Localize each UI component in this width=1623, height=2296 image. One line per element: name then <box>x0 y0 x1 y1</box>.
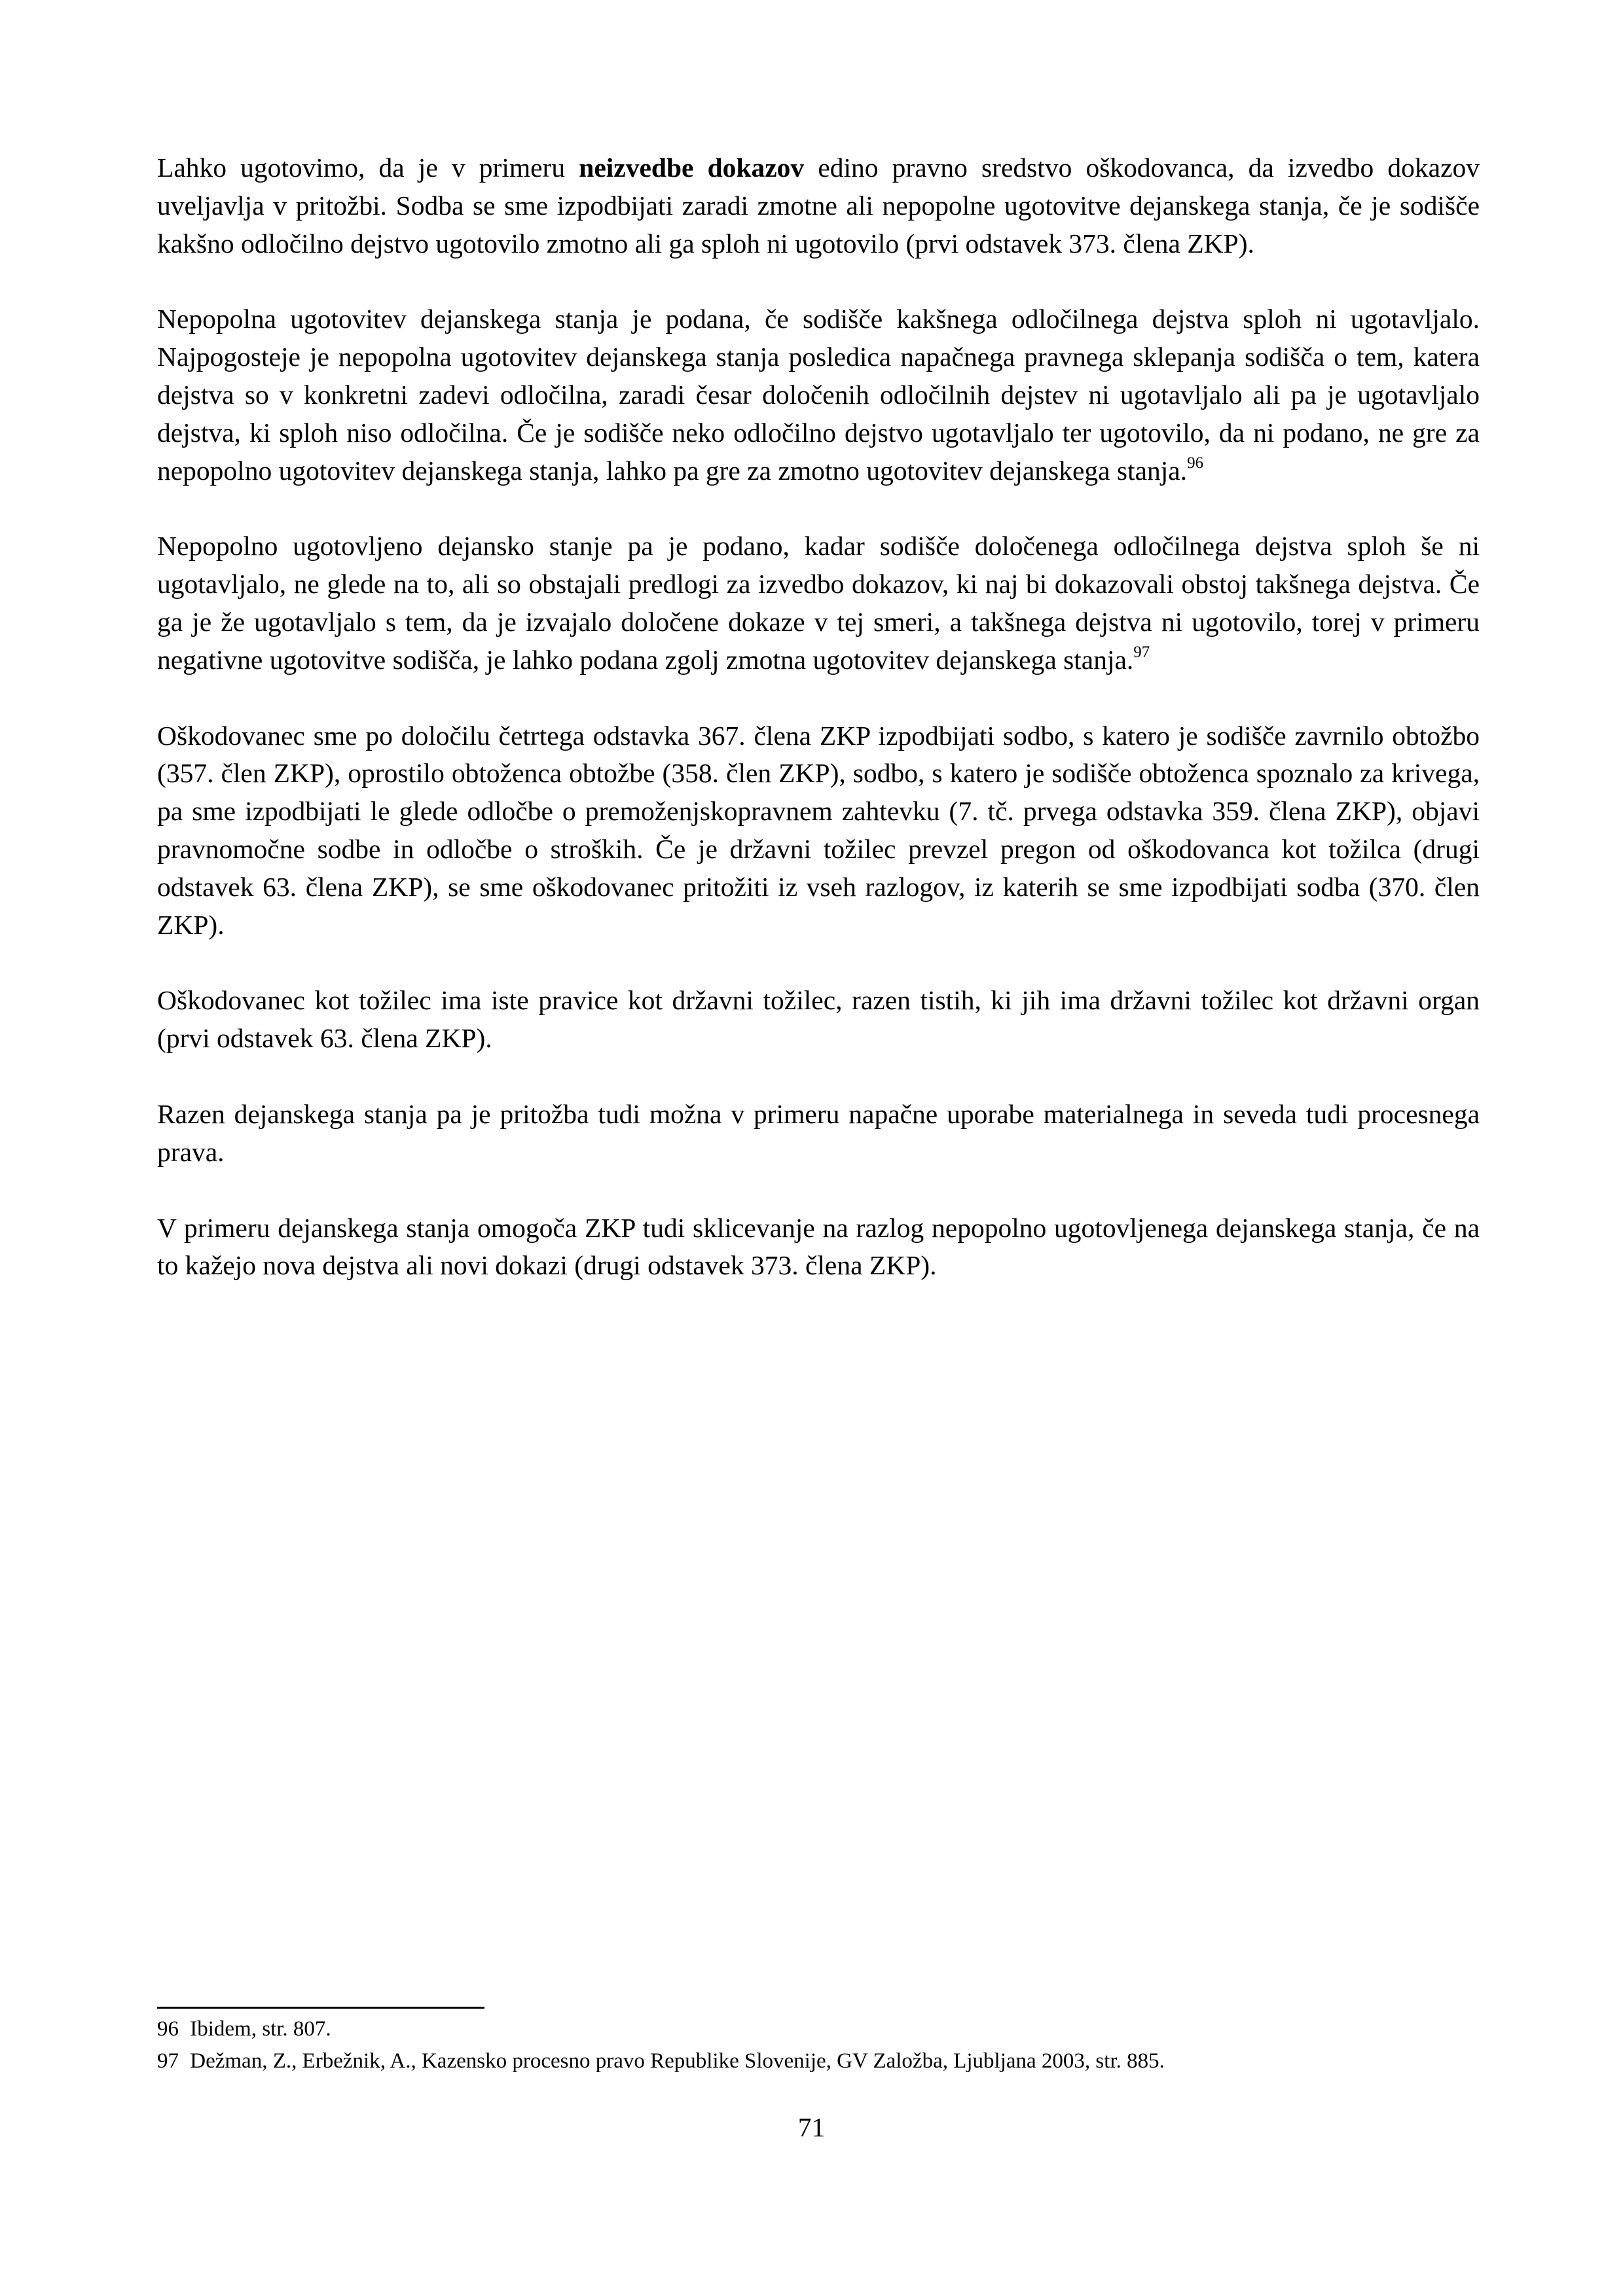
footnote-number: 97 <box>157 2049 179 2073</box>
paragraph-2 <box>157 300 1480 490</box>
paragraph-6 <box>157 1096 1480 1172</box>
paragraph-2-text: Nepopolna ugotovitev dejanskega stanja je podana, če sodišče kakšnega odločilnega dejstva sploh ni ugotavljalo. Najpogosteje je nepopolna ugotovitev dejanskega stanja posledica napačnega pravnega sklepanja sodišča o tem, katera dejstva so v konkretni zadevi odločilna, zaradi česar določenih odločilnih dejstev ni ugotavljalo ali pa je ugotavljalo dejstva, ki sploh niso odločilna. Če je sodišče neko odločilno dejstvo ugotavljalo ter ugotovilo, da ni podano, ne gre za nepopolno ugotovitev dejanskega stanja, lahko pa gre za zmotno ugotovitev dejanskega stanja. <box>157 304 1480 486</box>
footnote-divider <box>157 2007 484 2009</box>
footnote-reference-96[interactable]: 96 <box>1187 454 1204 472</box>
body-text <box>157 149 1480 1323</box>
paragraph-6-text: Razen dejanskega stanja pa je pritožba tudi možna v primeru napačne uporabe materialnega in seveda tudi procesnega prava. <box>157 1098 1480 1167</box>
footnote-text: Dežman, Z., Erbežnik, A., Kazensko procesno pravo Republike Slovenije, GV Založba, Ljubljana 2003, str. 885. <box>190 2049 1165 2073</box>
paragraph-3-text: Nepopolno ugotovljeno dejansko stanje pa je podano, kadar sodišče določenega odločilnega dejstva sploh še ni ugotavljalo, ne glede na to, ali so obstajali predlogi za izvedbo dokazov, ki naj bi dokazovali obstoj takšnega dejstva. Če ga je že ugotavljalo s tem, da je izvajalo določene dokaze v tej smeri, a takšnega dejstva ni ugotovilo, torej v primeru negativne ugotovitve sodišča, je lahko podana zgolj zmotna ugotovitev dejanskega stanja. <box>157 531 1480 675</box>
paragraph-5 <box>157 982 1480 1058</box>
paragraph-1-rest: edino pravno sredstvo oškodovanca, da izvedbo dokazov uveljavlja v pritožbi. Sodba se sme izpodbijati zaradi zmotne ali nepopolne ugotovitve dejanskega stanja, če je sodišče kakšno odločilno dejstvo ugotovilo zmotno ali ga sploh ni ugotovilo (prvi odstavek 373. člena ZKP). <box>157 152 1480 259</box>
paragraph-1-lead: Lahko ugotovimo, da je v primeru <box>157 152 579 183</box>
footnote-number: 96 <box>157 2017 179 2041</box>
paragraph-3 <box>157 528 1480 679</box>
footnote-reference-97[interactable]: 97 <box>1133 643 1150 661</box>
paragraph-7-text: V primeru dejanskega stanja omogoča ZKP tudi sklicevanje na razlog nepopolno ugotovljenega dejanskega stanja, če na to kažejo nova dejstva ali novi dokazi (drugi odstavek 373. člena ZKP). <box>157 1212 1480 1281</box>
paragraph-5-text: Oškodovanec kot tožilec ima iste pravice kot državni tožilec, razen tistih, ki jih ima državni tožilec kot državni organ (prvi odstavek 63. člena ZKP). <box>157 985 1480 1054</box>
emphasis-neizvedbe-dokazov: neizvedbe dokazov <box>579 152 805 183</box>
footnote-text: Ibidem, str. 807. <box>190 2017 331 2041</box>
footnote-96 <box>157 2013 1480 2045</box>
footnote-97 <box>157 2045 1480 2077</box>
paragraph-1 <box>157 149 1480 262</box>
paragraph-4-text: Oškodovanec sme po določilu četrtega odstavka 367. člena ZKP izpodbijati sodbo, s katero je sodišče zavrnilo obtožbo (357. člen ZKP), oprostilo obtoženca obtožbe (358. člen ZKP), sodbo, s katero je sodišče obtoženca spoznalo za krivega, pa sme izpodbijati le glede odločbe o premoženjskopravnem zahtevku (7. tč. prvega odstavka 359. člena ZKP), objavi pravnomočne sodbe in odločbe o stroških. Če je državni tožilec prevzel pregon od oškodovanca kot tožilca (drugi odstavek 63. člena ZKP), se sme oškodovanec pritožiti iz vseh razlogov, iz katerih se sme izpodbijati sodba (370. člen ZKP). <box>157 720 1480 940</box>
paragraph-4 <box>157 717 1480 944</box>
page-number: 71 <box>797 2112 826 2142</box>
paragraph-7 <box>157 1210 1480 1285</box>
footnotes <box>157 2013 1480 2077</box>
